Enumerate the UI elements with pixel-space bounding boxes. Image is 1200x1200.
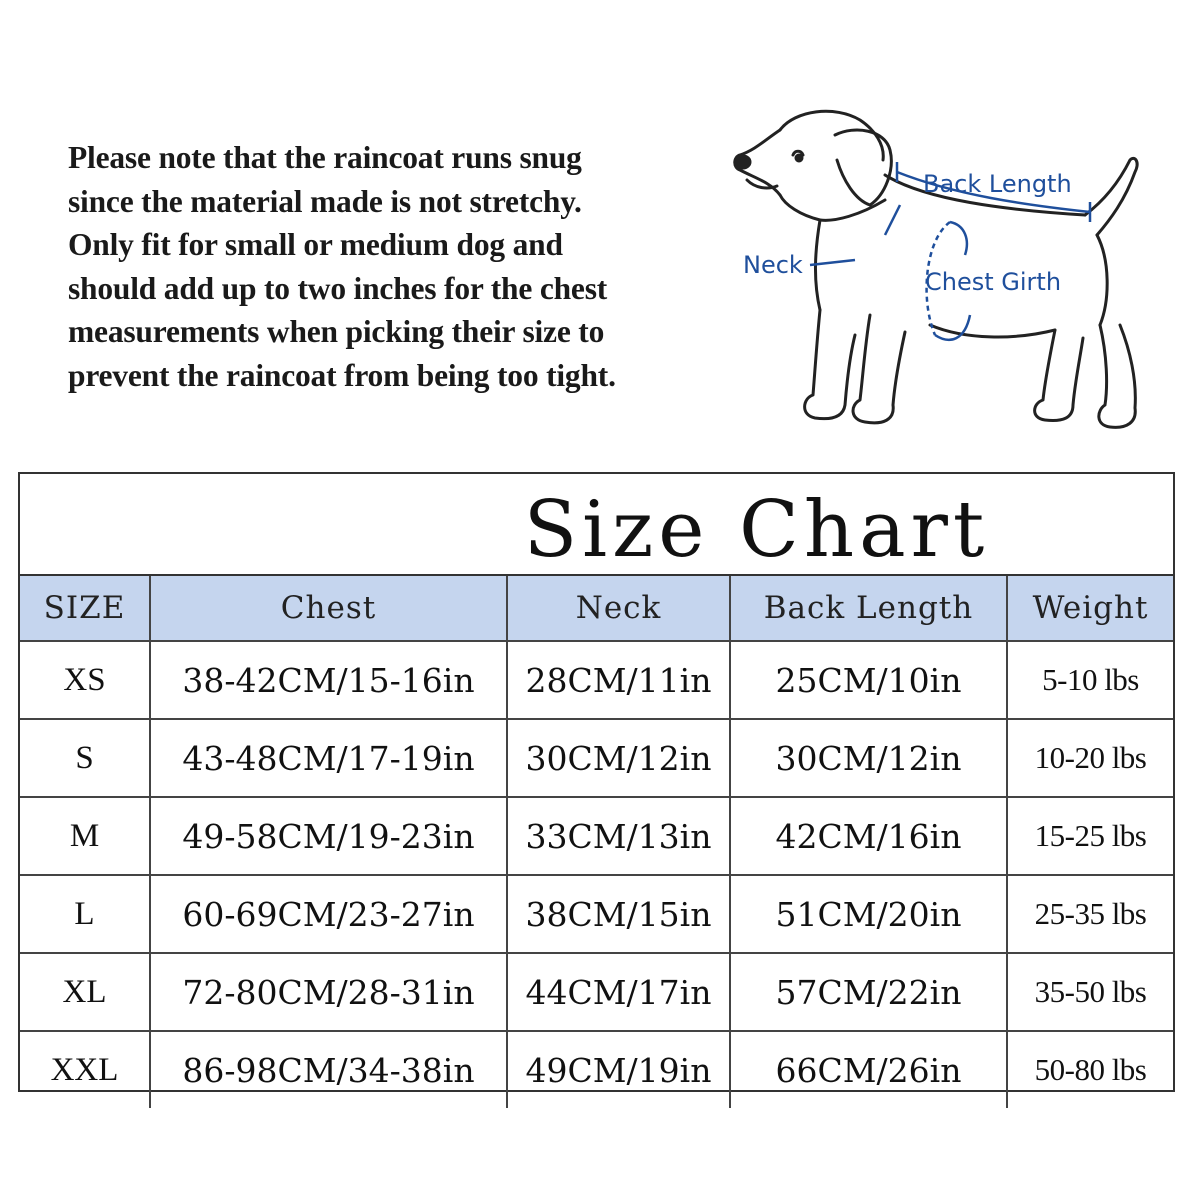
size-chart-title: Size Chart: [20, 474, 1173, 576]
cell-weight: 10-20 lbs: [1007, 719, 1173, 797]
neck-label: Neck: [743, 251, 803, 279]
cell-chest: 49-58CM/19-23in: [150, 797, 507, 875]
cell-size: M: [20, 797, 150, 875]
table-row: [20, 875, 1173, 953]
note-line: Only fit for small or medium dog and: [68, 227, 563, 263]
cell-size: XL: [20, 953, 150, 1031]
back-length-label: Back Length: [923, 170, 1072, 198]
size-chart: [18, 472, 1175, 1092]
header-back-length: Back Length: [730, 576, 1007, 641]
cell-back-length: 30CM/12in: [730, 719, 1007, 797]
table-row: [20, 797, 1173, 875]
cell-weight: 25-35 lbs: [1007, 875, 1173, 953]
cell-chest: 72-80CM/28-31in: [150, 953, 507, 1031]
cell-chest: 60-69CM/23-27in: [150, 875, 507, 953]
header-size: SIZE: [20, 576, 150, 641]
cell-neck: 28CM/11in: [507, 641, 730, 719]
note-line: prevent the raincoat from being too tight.: [68, 357, 616, 393]
cell-back-length: 42CM/16in: [730, 797, 1007, 875]
cell-size: L: [20, 875, 150, 953]
cell-weight: 5-10 lbs: [1007, 641, 1173, 719]
note-line: Please note that the raincoat runs snug: [68, 140, 582, 175]
cell-neck: 30CM/12in: [507, 719, 730, 797]
cell-neck: 49CM/19in: [507, 1031, 730, 1108]
note-line: since the material made is not stretchy.: [68, 183, 582, 219]
table-row: [20, 641, 1173, 719]
cell-back-length: 57CM/22in: [730, 953, 1007, 1031]
cell-chest: 38-42CM/15-16in: [150, 641, 507, 719]
cell-weight: 15-25 lbs: [1007, 797, 1173, 875]
header-weight: Weight: [1007, 576, 1173, 641]
header-neck: Neck: [507, 576, 730, 641]
header-chest: Chest: [150, 576, 507, 641]
dog-measurement-diagram: [725, 100, 1145, 445]
table-header-row: [20, 576, 1173, 641]
size-table: [20, 576, 1173, 1108]
table-row: [20, 719, 1173, 797]
cell-chest: 43-48CM/17-19in: [150, 719, 507, 797]
cell-neck: 38CM/15in: [507, 875, 730, 953]
table-row: [20, 1031, 1173, 1108]
note-line: should add up to two inches for the chest: [68, 270, 608, 306]
cell-back-length: 66CM/26in: [730, 1031, 1007, 1108]
cell-size: XXL: [20, 1031, 150, 1108]
cell-back-length: 51CM/20in: [730, 875, 1007, 953]
cell-chest: 86-98CM/34-38in: [150, 1031, 507, 1108]
table-row: [20, 953, 1173, 1031]
cell-weight: 50-80 lbs: [1034, 1052, 1147, 1087]
note-line: measurements when picking their size to: [68, 314, 605, 350]
cell-size: XS: [20, 641, 150, 719]
cell-neck: 33CM/13in: [507, 797, 730, 875]
chest-girth-label: Chest Girth: [925, 268, 1062, 296]
cell-neck: 44CM/17in: [507, 953, 730, 1031]
cell-weight: 35-50 lbs: [1007, 953, 1173, 1031]
sizing-note: [68, 136, 708, 398]
cell-back-length: 25CM/10in: [730, 641, 1007, 719]
cell-size: S: [20, 719, 150, 797]
